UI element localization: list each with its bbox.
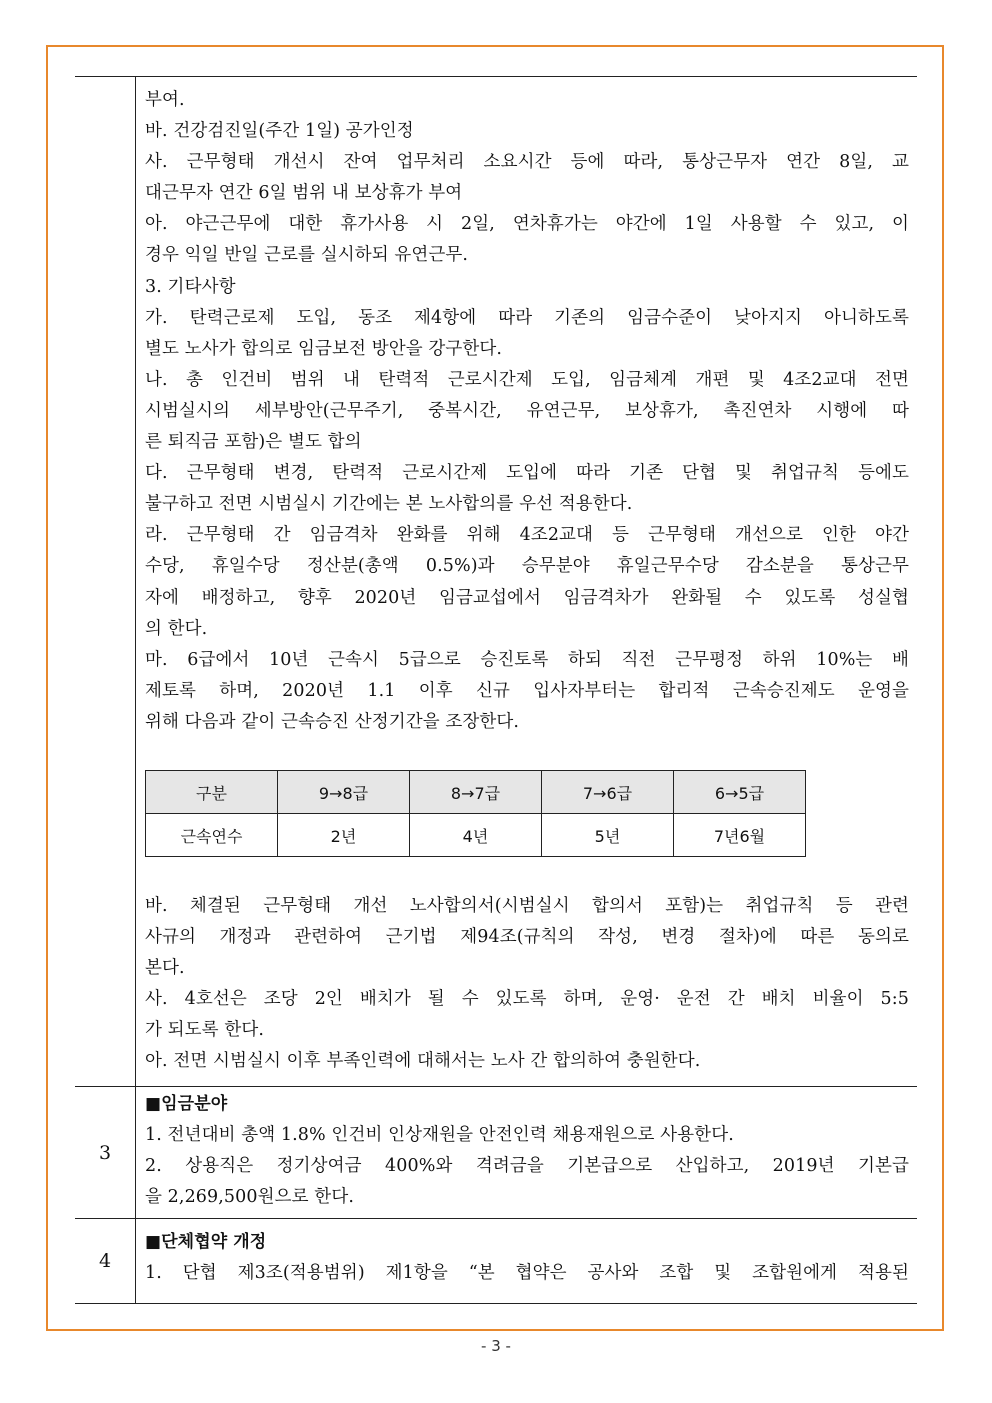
table-header-cell: 9→8급 (278, 771, 410, 814)
seniority-promotion-table (145, 770, 806, 857)
text-line: 위해 다음과 같이 근속승진 산정기간을 조장한다. (145, 711, 520, 732)
text-line: 2. 상용직은 정기상여금 400%와 격려금을 기본급으로 산입하고, 2019년 기본급 (145, 1156, 909, 1177)
text-line: 아. 전면 시범실시 이후 부족인력에 대해서는 노사 간 합의하여 충원한다. (145, 1051, 701, 1072)
table-cell: 2년 (278, 814, 410, 857)
table-header-cell: 8→7급 (410, 771, 542, 814)
table-header-cell: 6→5급 (674, 771, 806, 814)
text-line: 다. 근무형태 변경, 탄력적 근로시간제 도입에 따라 기존 단협 및 취업규칙 등에도 (145, 463, 909, 484)
text-line: 사. 근무형태 개선시 잔여 업무처리 소요시간 등에 따라, 통상근무자 연간 8일, 교 (145, 152, 909, 173)
row-number-cell (75, 77, 136, 1087)
text-line: 마. 6급에서 10년 근속시 5급으로 승진토록 하되 직전 근무평정 하위 10%는 배 (145, 649, 909, 670)
table-cell: 7년6월 (674, 814, 806, 857)
text-line: 제토록 하며, 2020년 1.1 이후 신규 입사자부터는 합리적 근속승진제도 운영을 (145, 680, 909, 701)
text-line: 수당, 휴일수당 정산분(총액 0.5%)과 승무분야 휴일근무수당 감소분을 통상근무 (145, 556, 909, 577)
table-header-cell: 구분 (146, 771, 278, 814)
table-cell: 근속연수 (146, 814, 278, 857)
row-number-cell: 3 (75, 1087, 136, 1219)
row-content (145, 1089, 909, 1213)
text-line: 아. 야근근무에 대한 휴가사용 시 2일, 연차휴가는 야간에 1일 사용할 수 있고, 이 (145, 214, 909, 235)
text-line: 불구하고 전면 시범실시 기간에는 본 노사합의를 우선 적용한다. (145, 494, 633, 515)
text-line: 대근무자 연간 6일 범위 내 보상휴가 부여 (145, 183, 463, 204)
text-line: 1. 전년대비 총액 1.8% 인건비 인상재원을 안전인력 채용재원으로 사용한다. (145, 1125, 734, 1146)
text-line: 별도 노사가 합의로 임금보전 방안을 강구한다. (145, 338, 503, 359)
text-line: 라. 근무형태 간 임금격차 완화를 위해 4조2교대 등 근무형태 개선으로 인한 야간 (145, 525, 909, 546)
table-header-cell: 7→6급 (542, 771, 674, 814)
table-row-section-3 (75, 1086, 917, 1219)
text-line: 3. 기타사항 (145, 276, 236, 297)
text-line: 바. 건강검진일(주간 1일) 공가인정 (145, 121, 414, 142)
table-row-section-4 (75, 1218, 917, 1304)
row-content (145, 1227, 909, 1289)
text-line: 른 퇴직금 포함)은 별도 합의 (145, 432, 362, 453)
table-header-row (146, 771, 806, 814)
table-row-continued (75, 76, 917, 1087)
text-line: 1. 단협 제3조(적용범위) 제1항을 “본 협약은 공사와 조합 및 조합원에게 적용된 (145, 1263, 909, 1284)
row-content-after-table (145, 891, 909, 1078)
text-line: 가 되도록 한다. (145, 1020, 265, 1041)
text-line: 나. 총 인건비 범위 내 탄력적 근로시간제 도입, 임금체계 개편 및 4조2교대 전면 (145, 369, 909, 390)
text-line: 부여. (145, 90, 185, 110)
text-line: 경우 익일 반일 근로를 실시하되 유연근무. (145, 245, 469, 266)
text-line: 사. 4호선은 조당 2인 배치가 될 수 있도록 하며, 운영· 운전 간 배치 비율이 5:5 (145, 989, 909, 1010)
row-content (145, 85, 909, 738)
row-number-cell: 4 (75, 1219, 136, 1303)
section-heading: ■임금분야 (145, 1094, 228, 1114)
text-line: 시범실시의 세부방안(근무주기, 중복시간, 유연근무, 보상휴가, 촉진연차 시행에 따 (145, 400, 909, 421)
table-cell: 4년 (410, 814, 542, 857)
text-line: 자에 배정하고, 향후 2020년 임금교섭에서 임금격차가 완화될 수 있도록 성실협 (145, 587, 909, 608)
section-heading: ■단체협약 개정 (145, 1232, 267, 1252)
text-line: 바. 체결된 근무형태 개선 노사합의서(시범실시 합의서 포함)는 취업규칙 등 관련 (145, 896, 909, 916)
text-line: 의 한다. (145, 618, 208, 639)
table-cell: 5년 (542, 814, 674, 857)
text-line: 가. 탄력근로제 도입, 동조 제4항에 따라 기존의 임금수준이 낮아지지 아니하도록 (145, 307, 909, 328)
page-number: - 3 - (481, 1337, 511, 1355)
text-line: 본다. (145, 958, 185, 979)
table-row (146, 814, 806, 857)
text-line: 을 2,269,500원으로 한다. (145, 1187, 354, 1208)
text-line: 사규의 개정과 관련하여 근기법 제94조(규칙의 작성, 변경 절차)에 따른 동의로 (145, 927, 909, 948)
